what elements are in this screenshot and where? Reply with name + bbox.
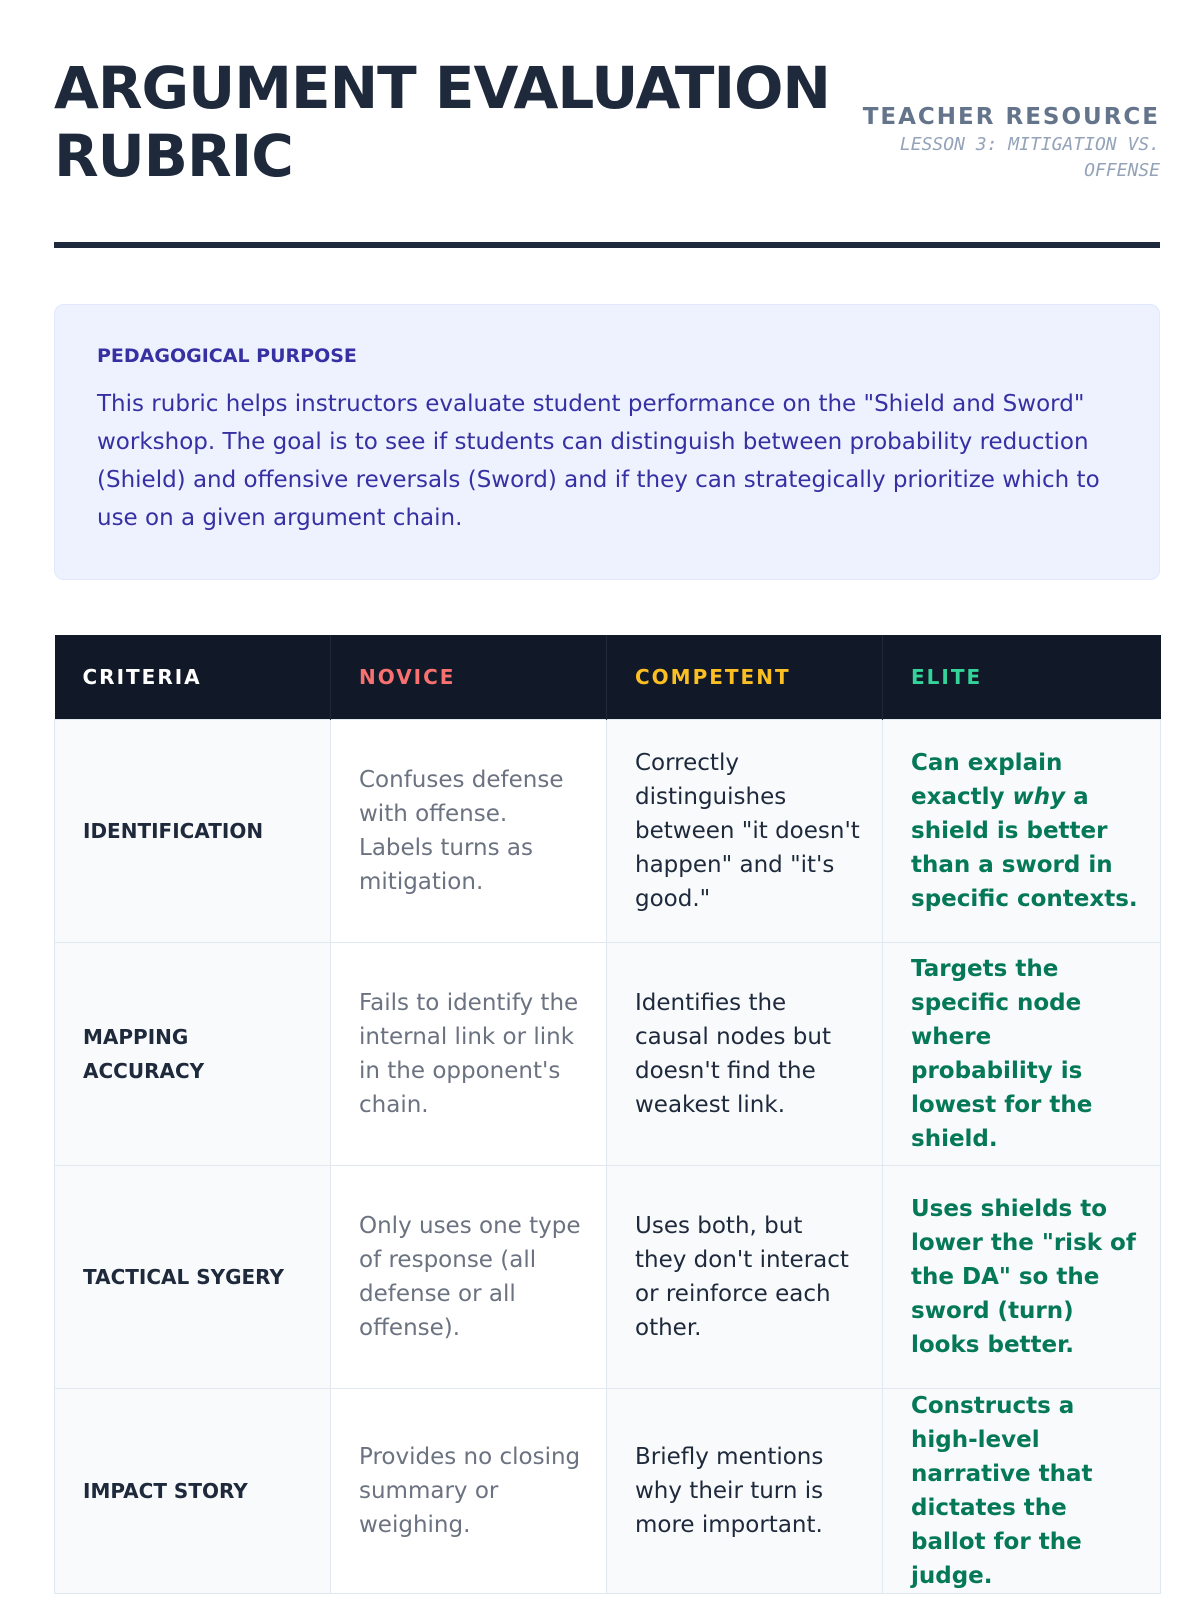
table-row: [55, 943, 1161, 1166]
table-row: [55, 720, 1161, 943]
elite-cell: Uses shields to lower the "risk of the DA" so the sword (turn) looks better.: [883, 1166, 1161, 1389]
elite-cell: [883, 720, 1161, 943]
novice-cell: Provides no closing summary or weighing.: [331, 1389, 607, 1594]
competent-cell: Uses both, but they don't interact or reinforce each other.: [607, 1166, 883, 1389]
table-row: [55, 1389, 1161, 1594]
header-elite: ELITE: [883, 635, 1161, 720]
competent-cell: Identifies the causal nodes but doesn't find the weakest link.: [607, 943, 883, 1166]
novice-cell: Only uses one type of response (all defense or all offense).: [331, 1166, 607, 1389]
elite-text-start: Can explain exactly: [911, 750, 1063, 810]
lesson-subtitle: LESSON 3: MITIGATION VS. OFFENSE: [899, 134, 1160, 181]
page-title: ARGUMENT EVALUATION RUBRIC: [54, 54, 830, 190]
criteria-cell: MAPPING ACCURACY: [55, 943, 331, 1166]
criteria-cell: IMPACT STORY: [55, 1389, 331, 1594]
elite-cell: Constructs a high-level narrative that dictates the ballot for the judge.: [883, 1389, 1161, 1594]
criteria-cell: IDENTIFICATION: [55, 720, 331, 943]
header-row: [55, 635, 1161, 720]
competent-cell: Correctly distinguishes between "it doesn't happen" and "it's good.": [607, 720, 883, 943]
novice-cell: Confuses defense with offense. Labels turns as mitigation.: [331, 720, 607, 943]
purpose-text: This rubric helps instructors evaluate student performance on the "Shield and Sword" workshop. The goal is to see if students can distinguish between probability reduction (Shield) and offensive reversals (Sword) and if they can strategically prioritize which to use on a given argument chain.: [97, 391, 1100, 531]
resource-label: TEACHER RESOURCE: [862, 104, 1160, 130]
purpose-box: [54, 304, 1160, 580]
purpose-title: PEDAGOGICAL PURPOSE: [97, 345, 357, 367]
competent-cell: Briefly mentions why their turn is more important.: [607, 1389, 883, 1594]
header-novice: NOVICE: [331, 635, 607, 720]
header: [54, 54, 1160, 190]
elite-text-end: a shield is better than a sword in specific contexts.: [911, 784, 1138, 912]
elite-text-emphasis: why: [1012, 784, 1066, 810]
header-competent: COMPETENT: [607, 635, 883, 720]
table-row: [55, 1166, 1161, 1389]
novice-cell: Fails to identify the internal link or link in the opponent's chain.: [331, 943, 607, 1166]
header-criteria: CRITERIA: [55, 635, 331, 720]
rubric-table: [54, 635, 1161, 1594]
table-header: [55, 635, 1161, 720]
resource-meta: [840, 102, 1160, 184]
criteria-cell: TACTICAL SYGERY: [55, 1166, 331, 1389]
header-divider: [54, 242, 1160, 248]
elite-cell: Targets the specific node where probability is lowest for the shield.: [883, 943, 1161, 1166]
